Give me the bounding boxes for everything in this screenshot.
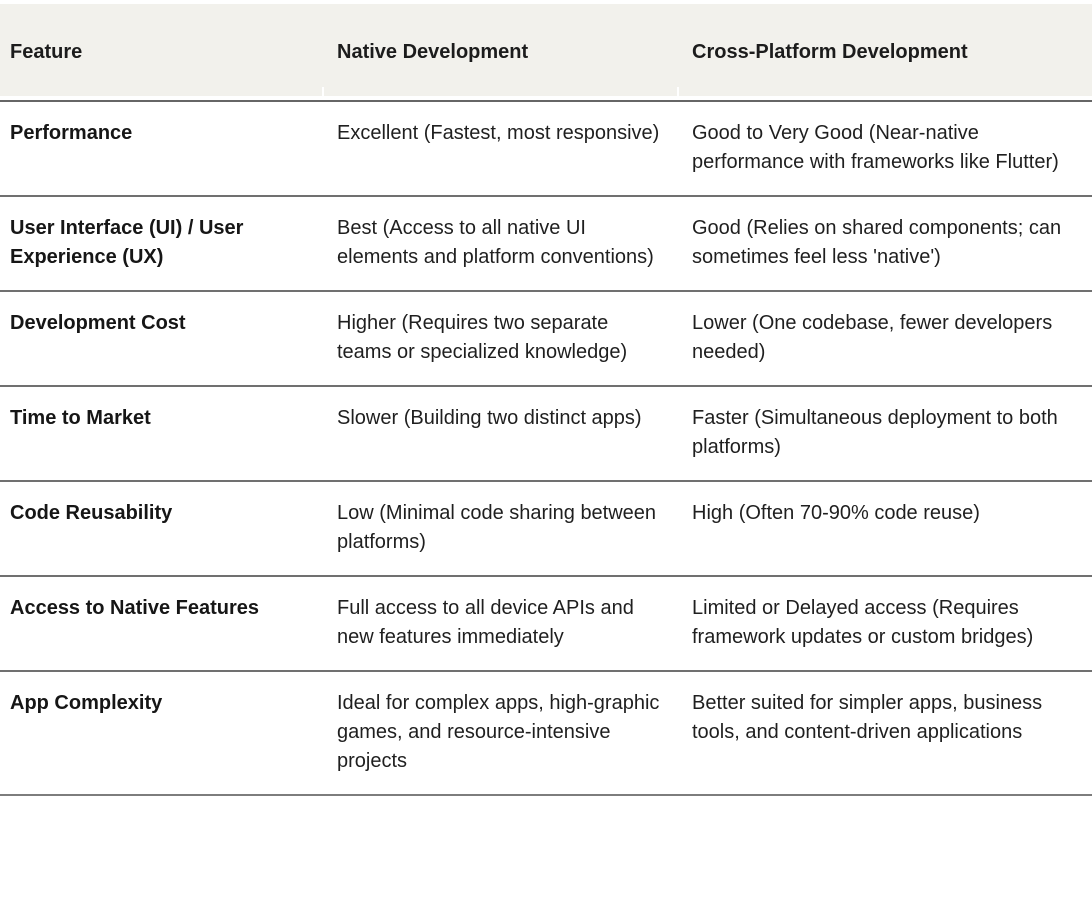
- column-header-cross-platform-development: Cross-Platform Development: [679, 4, 1092, 100]
- cross-platform-cell: Limited or Delayed access (Requires framework updates or custom bridges): [679, 575, 1092, 670]
- cross-platform-cell: Good (Relies on shared components; can sometimes feel less 'native'): [679, 195, 1092, 290]
- table-row-code-reusability: [0, 480, 1092, 575]
- native-cell: Slower (Building two distinct apps): [324, 385, 679, 480]
- table-row-performance: [0, 100, 1092, 195]
- column-header-native-development: Native Development: [324, 4, 679, 100]
- table-header: [0, 4, 1092, 100]
- native-cell: Higher (Requires two separate teams or specialized knowledge): [324, 290, 679, 385]
- native-cell: Full access to all device APIs and new features immediately: [324, 575, 679, 670]
- cross-platform-cell: Good to Very Good (Near-native performance with frameworks like Flutter): [679, 100, 1092, 195]
- native-cell: Low (Minimal code sharing between platforms): [324, 480, 679, 575]
- table-row-app-complexity: [0, 670, 1092, 796]
- cross-platform-cell: Faster (Simultaneous deployment to both platforms): [679, 385, 1092, 480]
- feature-cell: Development Cost: [0, 290, 324, 385]
- cross-platform-cell: High (Often 70-90% code reuse): [679, 480, 1092, 575]
- native-cell: Excellent (Fastest, most responsive): [324, 100, 679, 195]
- cross-platform-cell: Better suited for simpler apps, business tools, and content-driven applications: [679, 670, 1092, 796]
- column-header-feature: Feature: [0, 4, 324, 100]
- cross-platform-cell: Lower (One codebase, fewer developers needed): [679, 290, 1092, 385]
- native-cell: Ideal for complex apps, high-graphic games, and resource-intensive projects: [324, 670, 679, 796]
- feature-cell: Code Reusability: [0, 480, 324, 575]
- table-body: [0, 100, 1092, 796]
- feature-cell: Time to Market: [0, 385, 324, 480]
- comparison-table: [0, 4, 1092, 796]
- feature-cell: Performance: [0, 100, 324, 195]
- table-row-time-to-market: [0, 385, 1092, 480]
- feature-cell: User Interface (UI) / User Experience (UX): [0, 195, 324, 290]
- header-row: [0, 4, 1092, 100]
- table-row-ui-ux: [0, 195, 1092, 290]
- table-row-access-to-native-features: [0, 575, 1092, 670]
- feature-cell: App Complexity: [0, 670, 324, 796]
- feature-cell: Access to Native Features: [0, 575, 324, 670]
- native-cell: Best (Access to all native UI elements and platform conventions): [324, 195, 679, 290]
- table-row-development-cost: [0, 290, 1092, 385]
